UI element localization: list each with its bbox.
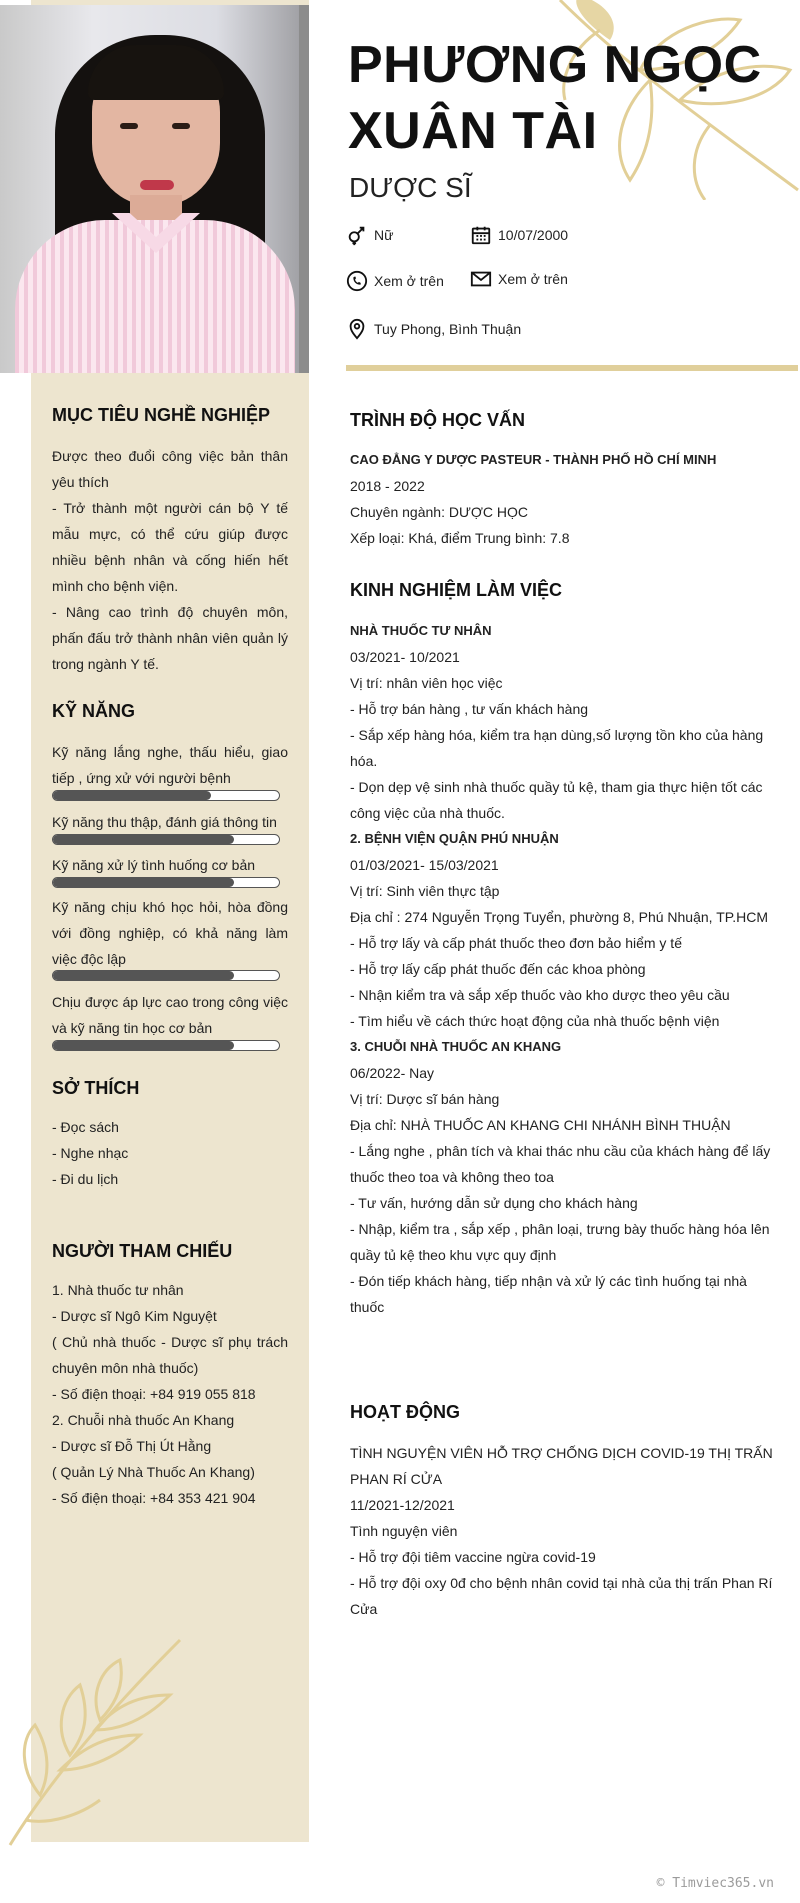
email-info <box>470 268 568 290</box>
activities-details <box>350 1440 780 1622</box>
skill-bar <box>52 877 280 888</box>
education-period: 2018 - 2022 <box>350 478 425 494</box>
activities-heading: HOẠT ĐỘNG <box>350 1402 460 1422</box>
job-line: Vị trí: nhân viên học việc <box>350 675 503 691</box>
skill-label: Kỹ năng thu thập, đánh giá thông tin <box>52 814 277 830</box>
job-line: - Tư vấn, hướng dẫn sử dụng cho khách hàng <box>350 1195 638 1211</box>
job-line: Vị trí: Sinh viên thực tập <box>350 883 500 899</box>
experience-details <box>350 618 780 1320</box>
education-grade: Xếp loại: Khá, điểm Trung bình: 7.8 <box>350 530 570 546</box>
address-info <box>346 318 521 340</box>
location-icon <box>346 318 368 340</box>
address-text: Tuy Phong, Bình Thuận <box>374 321 522 337</box>
school-name: CAO ĐẲNG Y DƯỢC PASTEUR - THÀNH PHỐ HỒ CHÍ MINH <box>350 452 717 467</box>
mail-icon <box>470 268 492 290</box>
skill-label: Kỹ năng xử lý tình huống cơ bản <box>52 857 256 873</box>
activity-line: TÌNH NGUYỆN VIÊN HỖ TRỢ CHỐNG DỊCH COVID-19 THỊ TRẤN PHAN RÍ CỬA <box>350 1445 773 1487</box>
objective-text: Được theo đuổi công việc bản thân yêu thích - Trở thành một người cán bộ Y tế mẫu mực, có thể cứu giúp được nhiều bệnh nhân và cống hiến hết mình cho bệnh viện. - Nâng cao trình độ chuyên môn, phấn đấu trở thành nhân viên quản lý trong ngành Y tế. <box>52 448 288 672</box>
job-line: - Sắp xếp hàng hóa, kiểm tra hạn dùng,số lượng tồn kho của hàng hóa. <box>350 727 764 769</box>
job-line: - Tìm hiểu về cách thức hoạt động của nhà thuốc bệnh viện <box>350 1013 720 1029</box>
skills-heading: KỸ NĂNG <box>52 701 136 721</box>
job-line: 01/03/2021- 15/03/2021 <box>350 857 499 873</box>
birthday-info <box>470 224 568 246</box>
header-divider <box>346 365 798 371</box>
skill-bar <box>52 790 280 801</box>
education-major: Chuyên ngành: DƯỢC HỌC <box>350 504 529 520</box>
reference-line: - Dược sĩ Ngô Kim Nguyệt <box>52 1308 217 1324</box>
reference-line: 2. Chuỗi nhà thuốc An Khang <box>52 1412 235 1428</box>
name-line-1: PHƯƠNG NGỌC <box>348 36 762 94</box>
phone-info <box>346 270 444 292</box>
job-line: 03/2021- 10/2021 <box>350 649 460 665</box>
hobby-item: - Đi du lịch <box>52 1171 119 1187</box>
skill-label: Kỹ năng lắng nghe, thấu hiểu, giao tiếp , ứng xử với người bệnh <box>52 744 288 786</box>
activity-line: 11/2021-12/2021 <box>350 1497 455 1513</box>
job-line: Địa chỉ: NHÀ THUỐC AN KHANG CHI NHÁNH BÌNH THUẬN <box>350 1117 731 1133</box>
activity-line: Tình nguyện viên <box>350 1523 458 1539</box>
job-line: - Đón tiếp khách hàng, tiếp nhận và xử lý các tình huống tại nhà thuốc <box>350 1273 747 1315</box>
skill-bar-fill <box>53 791 211 800</box>
job-title: DƯỢC SĨ <box>349 172 472 203</box>
skill-label: Chịu được áp lực cao trong công việc và kỹ năng tin học cơ bản <box>52 994 288 1036</box>
skill-label: Kỹ năng chịu khó học hỏi, hòa đồng với đồng nghiệp, có khả năng làm việc độc lập <box>52 899 288 967</box>
calendar-icon <box>470 224 492 246</box>
reference-line: - Số điện thoại: +84 919 055 818 <box>52 1386 256 1402</box>
company-name: NHÀ THUỐC TƯ NHÂN <box>350 623 492 638</box>
candidate-name <box>348 32 788 164</box>
reference-line: ( Chủ nhà thuốc - Dược sĩ phụ trách chuyên môn nhà thuốc) <box>52 1334 288 1376</box>
job-line: 06/2022- Nay <box>350 1065 435 1081</box>
leaf-decoration-bottom <box>0 1630 190 1850</box>
hobbies-heading: SỞ THÍCH <box>52 1078 140 1098</box>
footer-watermark: © Timviec365.vn <box>656 1876 774 1891</box>
job-line: - Nhận kiểm tra và sắp xếp thuốc vào kho dược theo yêu cầu <box>350 987 730 1003</box>
job-line: - Hỗ trợ lấy và cấp phát thuốc theo đơn bảo hiểm y tế <box>350 935 682 951</box>
job-line: - Lắng nghe , phân tích và khai thác nhu cầu của khách hàng để lấy thuốc theo toa và không theo toa <box>350 1143 771 1185</box>
skill-bar <box>52 970 280 981</box>
gender-info <box>346 224 393 246</box>
skill-bar <box>52 834 280 845</box>
skill-bar-fill <box>53 971 234 980</box>
gender-icon <box>346 224 368 246</box>
reference-line: 1. Nhà thuốc tư nhân <box>52 1282 184 1298</box>
references-list <box>52 1277 288 1511</box>
phone-text: Xem ở trên <box>374 273 444 289</box>
skill-bar-fill <box>53 1041 234 1050</box>
job-line: - Hỗ trợ lấy cấp phát thuốc đến các khoa phòng <box>350 961 646 977</box>
hobby-item: - Đọc sách <box>52 1119 119 1135</box>
education-heading: TRÌNH ĐỘ HỌC VẤN <box>350 410 525 430</box>
birthday-text: 10/07/2000 <box>498 227 569 243</box>
reference-line: - Dược sĩ Đỗ Thị Út Hằng <box>52 1438 212 1454</box>
phone-icon <box>346 270 368 292</box>
job-line: Vị trí: Dược sĩ bán hàng <box>350 1091 500 1107</box>
gender-text: Nữ <box>374 227 394 243</box>
reference-line: - Số điện thoại: +84 353 421 904 <box>52 1490 256 1506</box>
experience-heading: KINH NGHIỆM LÀM VIỆC <box>350 580 563 600</box>
reference-line: ( Quản Lý Nhà Thuốc An Khang) <box>52 1464 255 1480</box>
job-line: - Dọn dẹp vệ sinh nhà thuốc quầy tủ kệ, tham gia thực hiện tốt các công việc của nhà thuốc. <box>350 779 763 821</box>
job-line: Địa chỉ : 274 Nguyễn Trọng Tuyển, phường 8, Phú Nhuận, TP.HCM <box>350 909 769 925</box>
job-line: - Nhập, kiểm tra , sắp xếp , phân loại, trưng bày thuốc hàng hóa lên quầy tủ kệ theo khu vực quy định <box>350 1221 770 1263</box>
skill-bar-fill <box>53 878 234 887</box>
hobby-item: - Nghe nhạc <box>52 1145 129 1161</box>
skill-bar <box>52 1040 280 1051</box>
company-name: 3. CHUỖI NHÀ THUỐC AN KHANG <box>350 1039 562 1054</box>
profile-photo <box>0 5 309 373</box>
company-name: 2. BỆNH VIỆN QUẬN PHÚ NHUẬN <box>350 831 559 846</box>
objective-heading: MỤC TIÊU NGHỀ NGHIỆP <box>52 405 271 425</box>
email-text: Xem ở trên <box>498 271 568 287</box>
skill-bar-fill <box>53 835 234 844</box>
activity-line: - Hỗ trợ đội oxy 0đ cho bệnh nhân covid tại nhà của thị trấn Phan Rí Cửa <box>350 1575 773 1617</box>
job-line: - Hỗ trợ bán hàng , tư vấn khách hàng <box>350 701 589 717</box>
activity-line: - Hỗ trợ đội tiêm vaccine ngừa covid-19 <box>350 1549 596 1565</box>
education-details <box>350 447 780 551</box>
name-line-2: XUÂN TÀI <box>348 102 598 160</box>
references-heading: NGƯỜI THAM CHIẾU <box>52 1241 233 1261</box>
